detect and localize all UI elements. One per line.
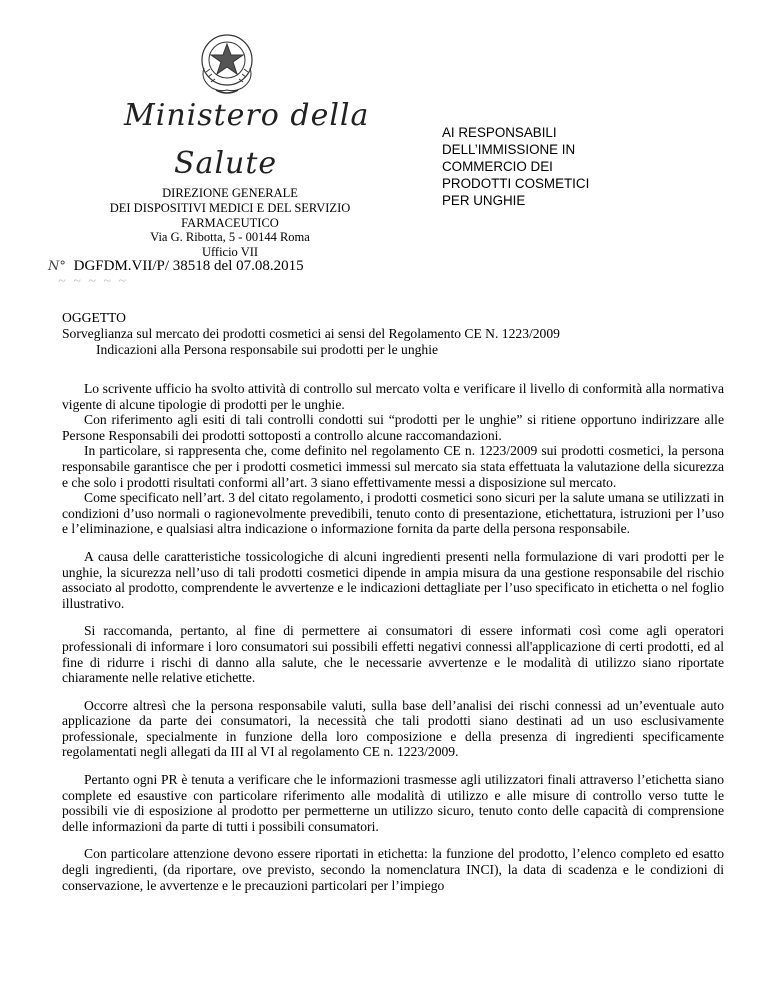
protocol-number <box>48 258 304 275</box>
recipient-line: AI RESPONSABILI <box>442 125 557 140</box>
faded-signature-trace: ~ ~ ~ ~ ~ <box>58 274 128 284</box>
department-block <box>80 186 380 260</box>
body-paragraph: Si raccomanda, pertanto, al fine di permettere ai consumatori di essere informati così come agli operatori professionali di informare i loro consumatori sui possibili effetti negativi connessi all'applicazione di certi prodotti, ed al fine di ridurre i rischi di danno alla salute, che le necessarie avvertenze e le modalità di utilizzo siano riportate chiaramente nelle relative etichette. <box>62 623 724 686</box>
body-paragraph: Con particolare attenzione devono essere riportati in etichetta: la funzione del prodotto, l’elenco completo ed esatto degli ingredienti, (da riportare, ove previsto, secondo la nomenclatura INCI), la data di scadenza e le condizioni di conservazione, le avvertenze e le precauzioni particolari per l’impiego <box>62 846 724 893</box>
recipient-block <box>442 124 642 209</box>
letter-body <box>62 381 724 893</box>
italian-republic-emblem-icon <box>196 30 258 96</box>
subject-block <box>62 310 742 357</box>
recipient-line: PRODOTTI COSMETICI <box>442 176 590 191</box>
dept-line: Ufficio VII <box>201 245 259 260</box>
subject-line: Indicazioni alla Persona responsabile sui prodotti per le unghie <box>96 341 439 357</box>
protocol-prefix: N° <box>48 259 66 274</box>
body-paragraph: In particolare, si rappresenta che, come definito nel regolamento CE n. 1223/2009 sui prodotti cosmetici, la persona responsabile garantisce che per i prodotti cosmetici immessi sul mercato sia stata effettuata la valutazione della sicurezza e che solo i prodotti risultati conformi all’art. 3 siano effettivamente messi a disposizione sul mercato. <box>62 443 724 490</box>
body-paragraph: Lo scrivente ufficio ha svolto attività di controllo sul mercato volta e verificare il livello di conformità alla normativa vigente di alcune tipologie di prodotti per le unghie. <box>62 381 724 412</box>
body-paragraph: A causa delle caratteristiche tossicologiche di alcuni ingredienti presenti nella formulazione di vari prodotti per le unghie, la sicurezza nell’uso di tali prodotti cosmetici dipende in ampia misura da una gestione responsabile del rischio associato al prodotto, comprendente le avvertenze e le indicazioni dettagliate per l’uso specificato in etichetta o nel foglio illustrativo. <box>62 548 724 611</box>
body-paragraph: Come specificato nell’art. 3 del citato regolamento, i prodotti cosmetici sono sicuri per la salute umana se utilizzati in condizioni d’uso normali o ragionevolmente prevedibili, tenuto conto di presentazione, etichettatura, istruzioni per l’uso e l’eliminazione, e qualsiasi altra indicazione o informazione fornita da parte della persona responsabile. <box>62 490 724 537</box>
protocol-text: DGFDM.VII/P/ 38518 del 07.08.2015 <box>73 258 304 274</box>
recipient-line: PER UNGHIE <box>442 193 526 208</box>
body-paragraph: Pertanto ogni PR è tenuta a verificare che le informazioni trasmesse agli utilizzatori finali attraverso l’etichetta siano complete ed esaustive con particolare riferimento alle modalità di utilizzo e alle misure di controllo verso tutte le possibili vie di esposizione al prodotto per permetterne un utilizzo sicuro, tenuto conto delle capacità di comprensione delle informazioni da parte di tutti i possibili consumatori. <box>62 772 724 834</box>
body-paragraph: Con riferimento agli esiti di tali controlli condotti sui “prodotti per le unghie” si ritiene opportuno indirizzare alle Persone Responsabili dei prodotti sottoposti a controllo alcune raccomandazioni. <box>62 412 724 443</box>
ministry-name-line1: Ministero della <box>124 98 370 133</box>
ministry-name-line2: Salute <box>174 146 278 181</box>
subject-label: OGGETTO <box>62 310 126 325</box>
body-paragraph: Occorre altresì che la persona responsabile valuti, sulla base dell’analisi dei rischi connessi ad un’eventuale auto applicazione da parte dei consumatori, la necessità che tali prodotti siano destinati ad un uso esclusivamente professionale, specialmente in funzione della loro composizione e della presenza di ingredienti specificamente regolamentati negli allegati da III al VI al regolamento CE n. 1223/2009. <box>62 697 724 760</box>
dept-line: FARMACEUTICO <box>181 215 279 230</box>
recipient-line: COMMERCIO DEI <box>442 159 553 174</box>
dept-line: Via G. Ribotta, 5 - 00144 Roma <box>150 230 310 245</box>
dept-line: DIREZIONE GENERALE <box>162 186 298 200</box>
recipient-line: DELL’IMMISSIONE IN <box>442 142 576 157</box>
subject-line: Sorveglianza sul mercato dei prodotti cosmetici ai sensi del Regolamento CE N. 1223/2009 <box>62 325 560 341</box>
dept-line: DEI DISPOSITIVI MEDICI E DEL SERVIZIO <box>109 200 351 215</box>
